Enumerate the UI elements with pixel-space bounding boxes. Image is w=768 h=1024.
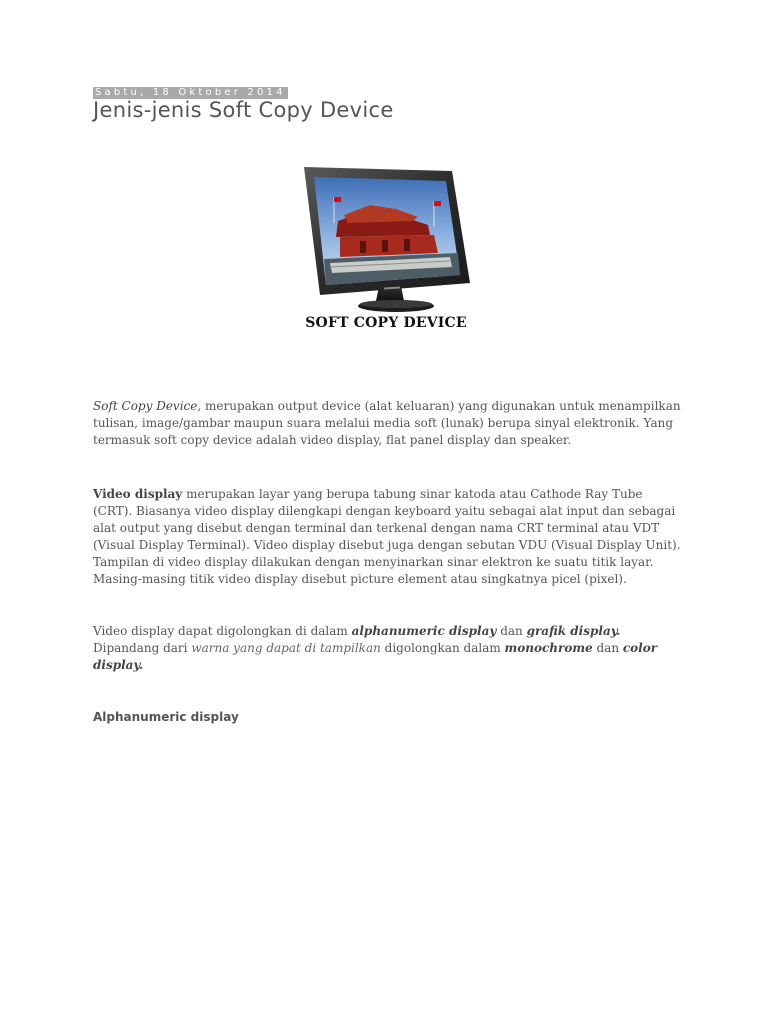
paragraph-video-display-text: merupakan layar yang berupa tabung sinar katoda atau Cathode Ray Tube (CRT). Biasanya video display dilengkapi dengan keyboard yaitu sebagai alat input dan sebagai alat output yang disebut dengan terminal dan terkenal dengan nama CRT terminal atau VDT (Visual Display Terminal). Video display disebut juga dengan sebutan VDU (Visual Display Unit). Tampilan di video display dilakukan dengan menyinarkan sinar elektron ke suatu titik layar. Masing-masing titik video display disebut picture element atau singkatnya picel (pixel). — [93, 487, 681, 586]
post-title: Jenis-jenis Soft Copy Device — [93, 98, 394, 122]
term-color-display: color display. — [93, 641, 658, 672]
section-heading: Alphanumeric display — [93, 710, 239, 724]
term-grafik-display: grafik display. — [526, 624, 621, 638]
paragraph-video-display — [93, 486, 683, 588]
paragraph-intro — [93, 398, 683, 449]
term-monochrome: monochrome — [504, 641, 593, 655]
text-segment: Dipandang dari — [93, 641, 192, 655]
text-segment: dan — [496, 624, 527, 638]
post-date: Sabtu, 18 Oktober 2014 — [95, 87, 286, 98]
term-warna: warna yang dapat di tampilkan — [191, 641, 381, 655]
figure-caption: SOFT COPY DEVICE — [305, 315, 467, 331]
term-soft-copy-device: Soft Copy Device, — [93, 399, 202, 413]
term-video-display: Video display — [93, 487, 183, 501]
figure — [300, 163, 472, 341]
monitor-image — [300, 163, 472, 313]
paragraph-intro-text: merupakan output device (alat keluaran) yang digunakan untuk menampilkan tulisan, image/gambar maupun suara melalui media soft (lunak) berupa sinyal elektronik. Yang termasuk soft copy device adalah video display, flat panel display dan speaker. — [93, 399, 681, 447]
text-segment: Video display dapat digolongkan di dalam — [93, 624, 352, 638]
text-segment: digolongkan dalam — [380, 641, 505, 655]
term-alphanumeric-display: alphanumeric display — [351, 624, 497, 638]
text-segment: dan — [592, 641, 623, 655]
paragraph-classification — [93, 623, 683, 674]
